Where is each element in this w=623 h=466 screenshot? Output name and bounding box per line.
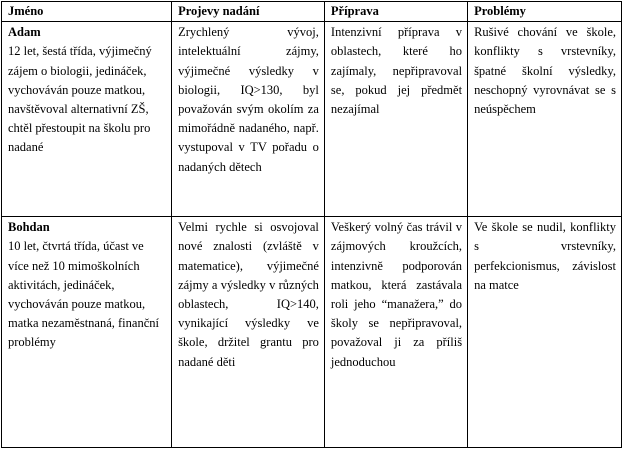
profiles-table <box>1 1 622 448</box>
cell-person <box>2 22 172 217</box>
person-description: 10 let, čtvrtá třída, účast ve více než 10 mimoškolních aktivitách, jedináček, vychováván pouze matkou, matka nezaměstnaná, finanční problémy <box>8 239 159 350</box>
header-talent: Projevy nadání <box>172 2 325 22</box>
header-row <box>2 2 622 22</box>
cell-talent: Velmi rychle si osvojoval nové znalosti (zvláště v matematice), výjimečné zájmy a výsledky v různých oblastech, IQ>140, vynikající výsledky ve škole, držitel grantu pro nadané děti <box>172 217 325 448</box>
table-row <box>2 217 622 448</box>
cell-person <box>2 217 172 448</box>
table-row <box>2 22 622 217</box>
cell-preparation: Veškerý volný čas trávil v zájmových kroužcích, intenzivně podporován matkou, která zastávala roli jeho “manažera,” do školy se nepřipravoval, považoval ji za příliš jednoduchou <box>324 217 467 448</box>
cell-talent: Zrychlený vývoj, intelektuální zájmy, výjimečné výsledky v biologii, IQ>130, byl považován svým okolím za mimořádně nadaného, např. vystupoval v TV pořadu o nadaných dětech <box>172 22 325 217</box>
header-name: Jméno <box>2 2 172 22</box>
header-problems: Problémy <box>468 2 622 22</box>
cell-preparation: Intenzivní příprava v oblastech, které ho zajímaly, nepřipravoval se, pokud jej předmět nezajímal <box>324 22 467 217</box>
person-description: 12 let, šestá třída, výjimečný zájem o biologii, jedináček, vychováván pouze matkou, navštěvoval alternativní ZŠ, chtěl přestoupit na školu pro nadané <box>8 44 152 155</box>
person-name: Bohdan <box>8 220 50 235</box>
person-name: Adam <box>8 25 41 40</box>
cell-problems: Ve škole se nudil, konflikty s vrstevníky, perfekcionismus, závislost na matce <box>468 217 622 448</box>
header-preparation: Příprava <box>324 2 467 22</box>
cell-problems: Rušivé chování ve škole, konflikty s vrstevníky, špatné školní výsledky, neschopný vyrovnávat se s neúspěchem <box>468 22 622 217</box>
